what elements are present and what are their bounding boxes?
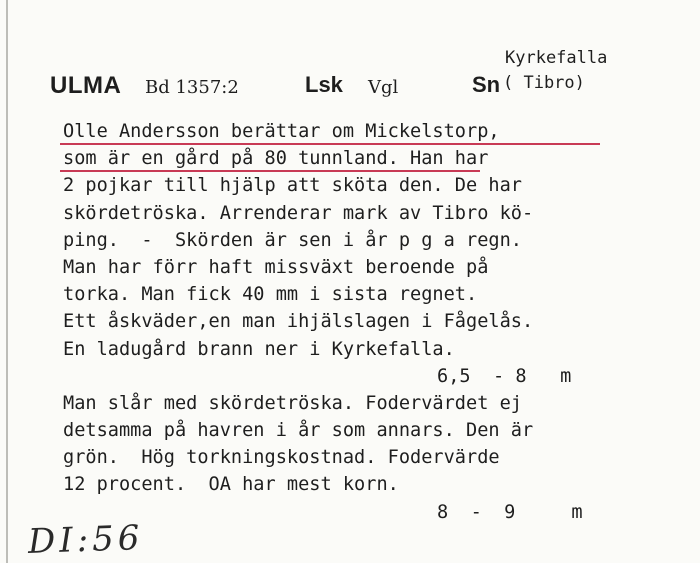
text-line: torka. Man fick 40 mm i sista regnet.	[63, 284, 478, 306]
handwritten-signature: DI:56	[27, 517, 145, 563]
measurement-line: 6,5 - 8 m	[437, 365, 572, 387]
text-line: ping. - Skörden är sen i år p g a regn.	[63, 229, 522, 251]
parish-value: ( Tibro)	[503, 73, 585, 93]
text-line: Man slår med skördetröska. Fodervärdet ej	[63, 392, 522, 414]
text-line: Ett åskväder,en man ihjälslagen i Fågelås.	[63, 311, 534, 333]
text-line: Olle Andersson berättar om Mickelstorp,	[63, 121, 500, 142]
text-line: detsamma på havren i år som annars. Den är	[63, 420, 534, 442]
province-label: Lsk	[305, 72, 343, 97]
text-line: skördetröska. Arrenderar mark av Tibro kö-	[63, 202, 534, 224]
text-line: En ladugård brann ner i Kyrkefalla.	[63, 338, 455, 360]
text-line: grön. Hög torkningskostnad. Fodervärde	[63, 447, 500, 469]
card-edge	[6, 0, 8, 563]
text-line: 2 pojkar till hjälp att sköta den. De har	[63, 175, 522, 197]
measurement-line: 8 - 9 m	[437, 501, 583, 523]
text-line: som är en gård på 80 tunnland. Han har	[63, 148, 489, 170]
province-value: Vgl	[368, 77, 399, 98]
text-line: Man har förr haft missväxt beroende på	[63, 256, 489, 278]
village-name: Kyrkefalla	[505, 48, 608, 68]
record-number: Bd 1357:2	[145, 77, 239, 98]
parish-label: Sn	[472, 72, 501, 97]
typed-text-body	[63, 118, 663, 526]
archive-label: ULMA	[50, 72, 122, 99]
text-line: 12 procent. OA har mest korn.	[63, 474, 399, 496]
